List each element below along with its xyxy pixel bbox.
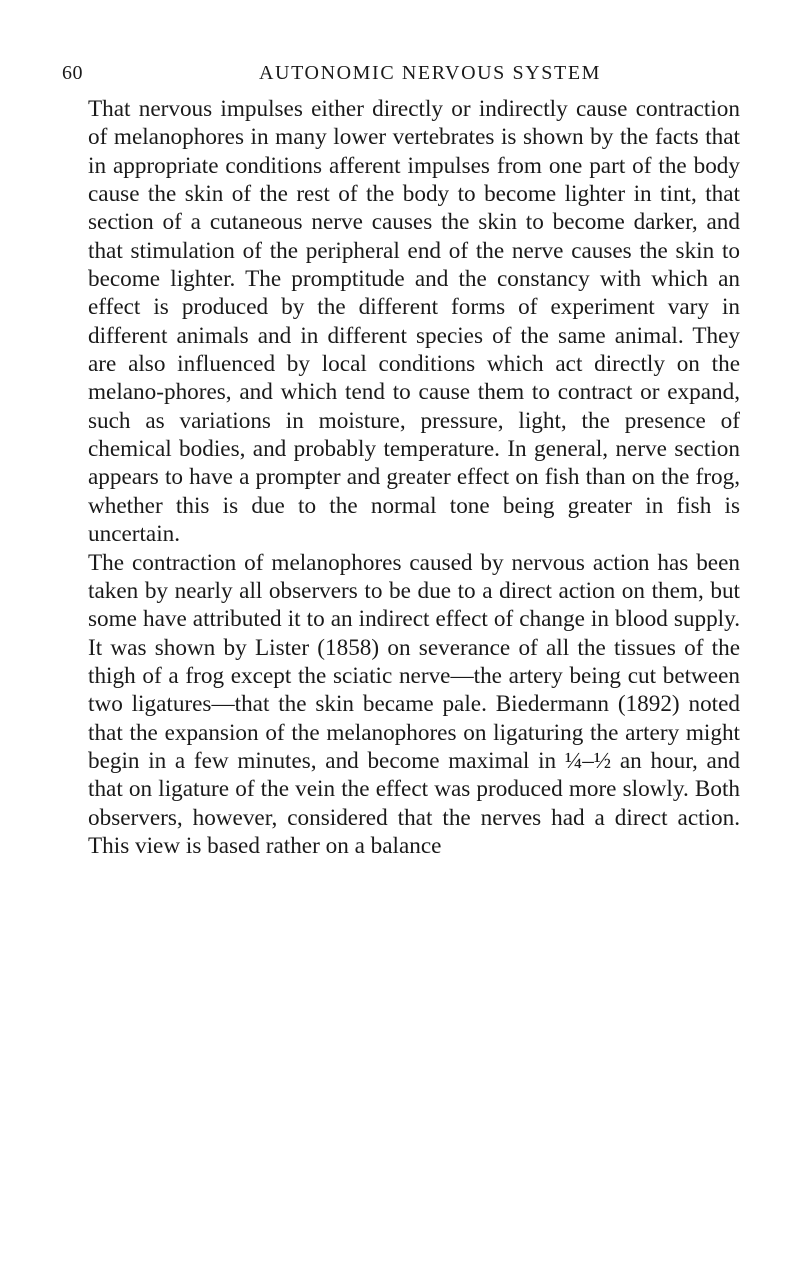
running-head: [62, 62, 742, 92]
body-text: [88, 95, 740, 860]
fraction: ¼–½: [564, 747, 612, 774]
paragraph-1: That nervous impulses either directly or indirectly cause contraction of melanophores in many lower vertebrates is shown by the facts that in appropriate conditions afferent impulses from one part of the body cause the skin of the rest of the body to become lighter in tint, that section of a cutaneous nerve causes the skin to become darker, and that stimulation of the peripheral end of the nerve causes the skin to become lighter. The promptitude and the constancy with which an effect is produced by the different forms of experiment vary in different animals and in different species of the same animal. They are also influenced by local conditions which act directly on the melano-phores, and which tend to cause them to contract or expand, such as variations in moisture, pressure, light, the presence of chemical bodies, and probably temperature. In general, nerve section appears to have a prompter and greater effect on fish than on the frog, whether this is due to the normal tone being greater in fish is uncertain.: [88, 96, 740, 548]
running-title: AUTONOMIC NERVOUS SYSTEM: [259, 62, 602, 84]
paragraph-2-part-b: an hour, and that on ligature of the vein the effect was produced more slowly. Both observers, however, considered that the nerves had a direct action. This view is based rather on a balance: [88, 747, 741, 859]
paragraph-2-part-a: The contraction of melanophores caused by nervous action has been taken by nearly all observers to be due to a direct action on them, but some have attributed it to an indirect effect of change in blood supply. It was shown by Lister (1858) on severance of all the tissues of the thigh of a frog except the sciatic nerve—the artery being cut between two ligatures—that the skin became pale. Biedermann (1892) noted that the expansion of the melanophores on ligaturing the artery might begin in a few minutes, and become maximal in: [88, 549, 740, 774]
page-number: 60: [62, 62, 83, 84]
paragraph-2: [88, 549, 740, 861]
